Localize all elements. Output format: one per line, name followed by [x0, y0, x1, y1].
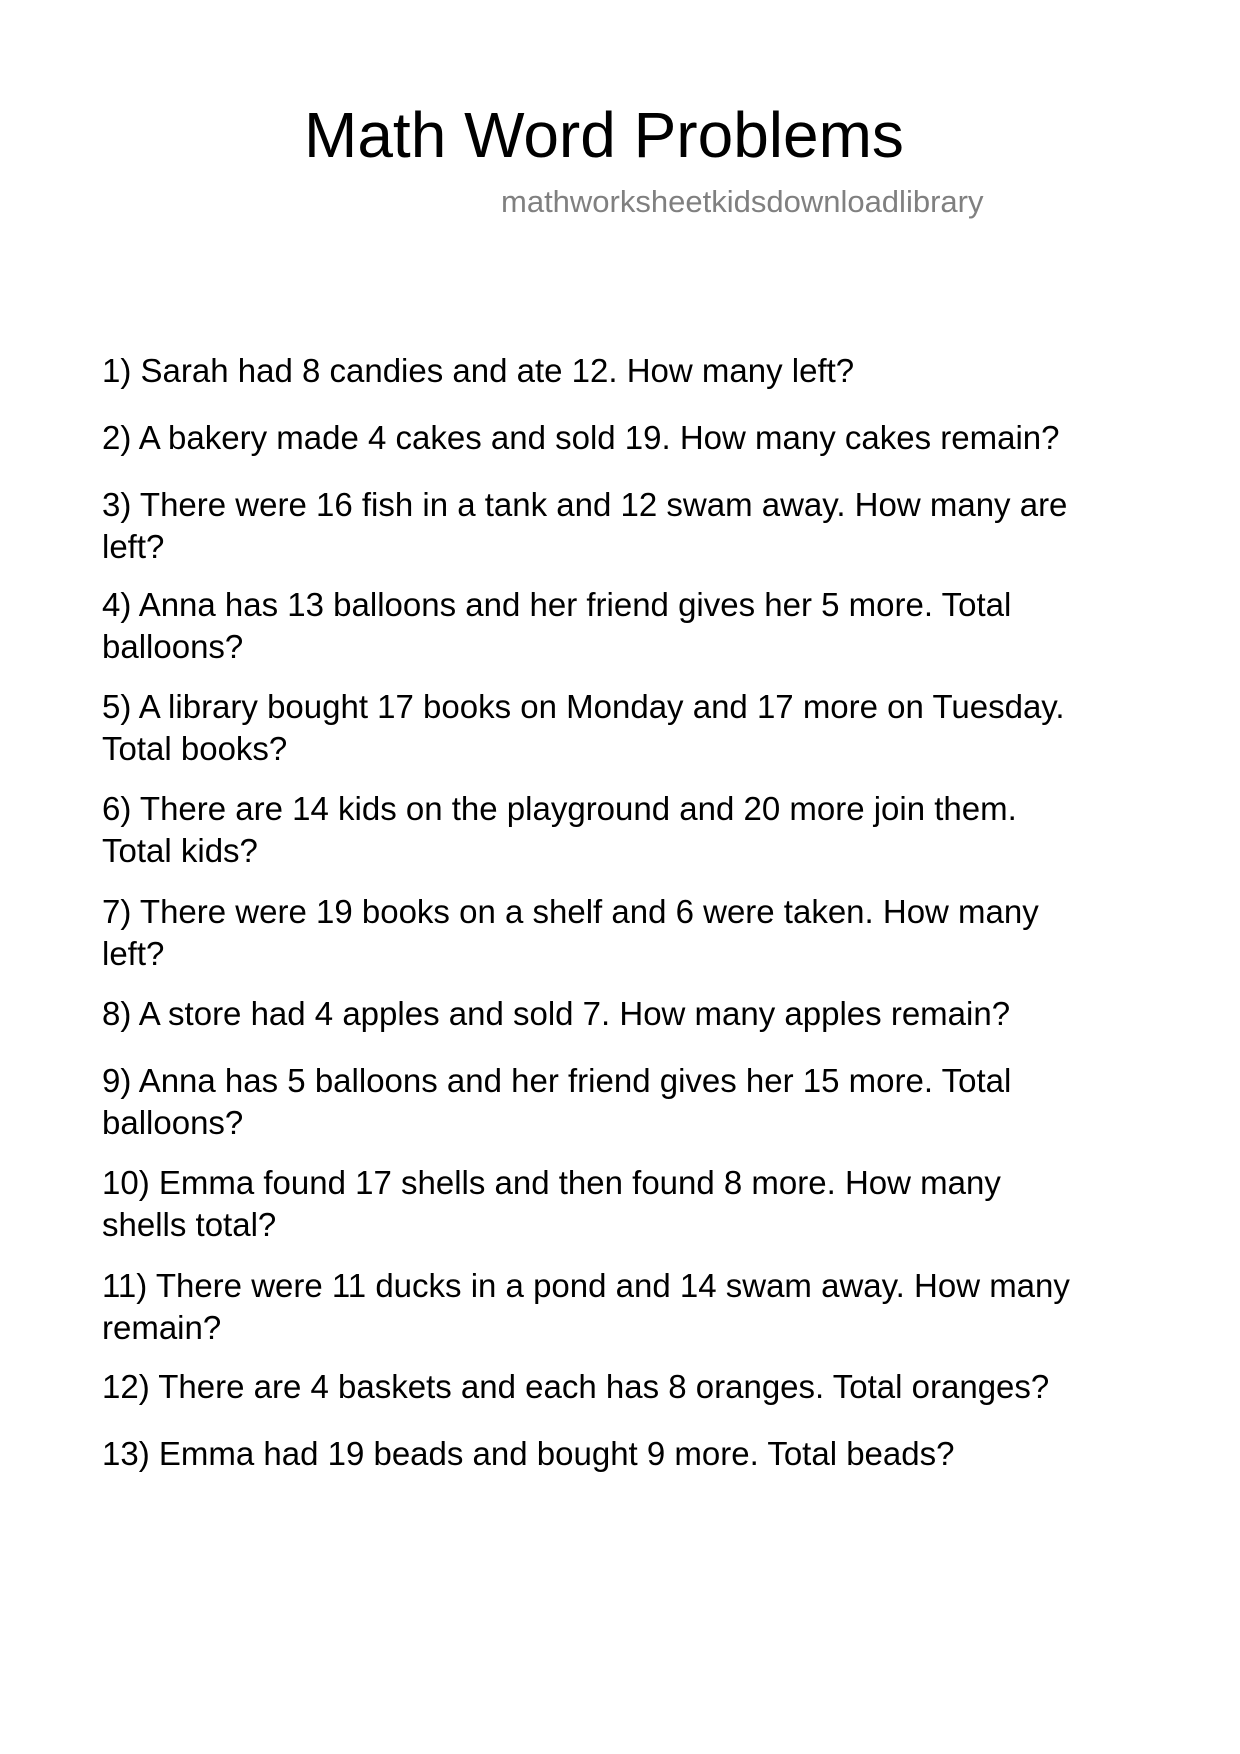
problem-text: 13) Emma had 19 beads and bought 9 more. Total beads?: [102, 1435, 955, 1472]
problem-text-continued: balloons?: [102, 1104, 244, 1141]
problem-text: 1) Sarah had 8 candies and ate 12. How many left?: [102, 352, 855, 389]
problem-item: [102, 1060, 1162, 1144]
problem-item: [102, 993, 1162, 1035]
problem-item: [102, 788, 1162, 872]
problem-text-continued: left?: [102, 528, 165, 565]
problem-text: 10) Emma found 17 shells and then found 8 more. How many: [102, 1164, 1001, 1201]
problem-item: [102, 484, 1162, 568]
problem-text-continued: left?: [102, 935, 165, 972]
problem-text: 12) There are 4 baskets and each has 8 oranges. Total oranges?: [102, 1368, 1050, 1405]
worksheet-subtitle: mathworksheetkidsdownloadlibrary: [501, 184, 984, 219]
problem-text: 9) Anna has 5 balloons and her friend gives her 15 more. Total: [102, 1062, 1012, 1099]
problem-item: [102, 891, 1162, 975]
problem-text-continued: shells total?: [102, 1206, 277, 1243]
problem-text: 8) A store had 4 apples and sold 7. How many apples remain?: [102, 995, 1011, 1032]
problem-item: [102, 350, 1162, 392]
problem-item: [102, 686, 1162, 770]
problem-text-continued: balloons?: [102, 628, 244, 665]
problem-item: [102, 1433, 1162, 1475]
problem-item: [102, 584, 1162, 668]
problem-item: [102, 1162, 1162, 1246]
problem-text: 11) There were 11 ducks in a pond and 14 swam away. How many: [102, 1267, 1070, 1304]
problem-text: 4) Anna has 13 balloons and her friend gives her 5 more. Total: [102, 586, 1012, 623]
problem-text: 5) A library bought 17 books on Monday and 17 more on Tuesday.: [102, 688, 1065, 725]
problem-text-continued: Total books?: [102, 730, 288, 767]
problem-text: 7) There were 19 books on a shelf and 6 were taken. How many: [102, 893, 1039, 930]
problem-text-continued: Total kids?: [102, 832, 258, 869]
problem-text: 6) There are 14 kids on the playground and 20 more join them.: [102, 790, 1017, 827]
problem-item: [102, 1265, 1162, 1349]
problem-text-continued: remain?: [102, 1309, 222, 1346]
problem-item: [102, 417, 1162, 459]
problem-text: 3) There were 16 fish in a tank and 12 swam away. How many are: [102, 486, 1068, 523]
problem-item: [102, 1366, 1162, 1408]
problem-text: 2) A bakery made 4 cakes and sold 19. How many cakes remain?: [102, 419, 1060, 456]
worksheet-title: Math Word Problems: [304, 99, 904, 171]
